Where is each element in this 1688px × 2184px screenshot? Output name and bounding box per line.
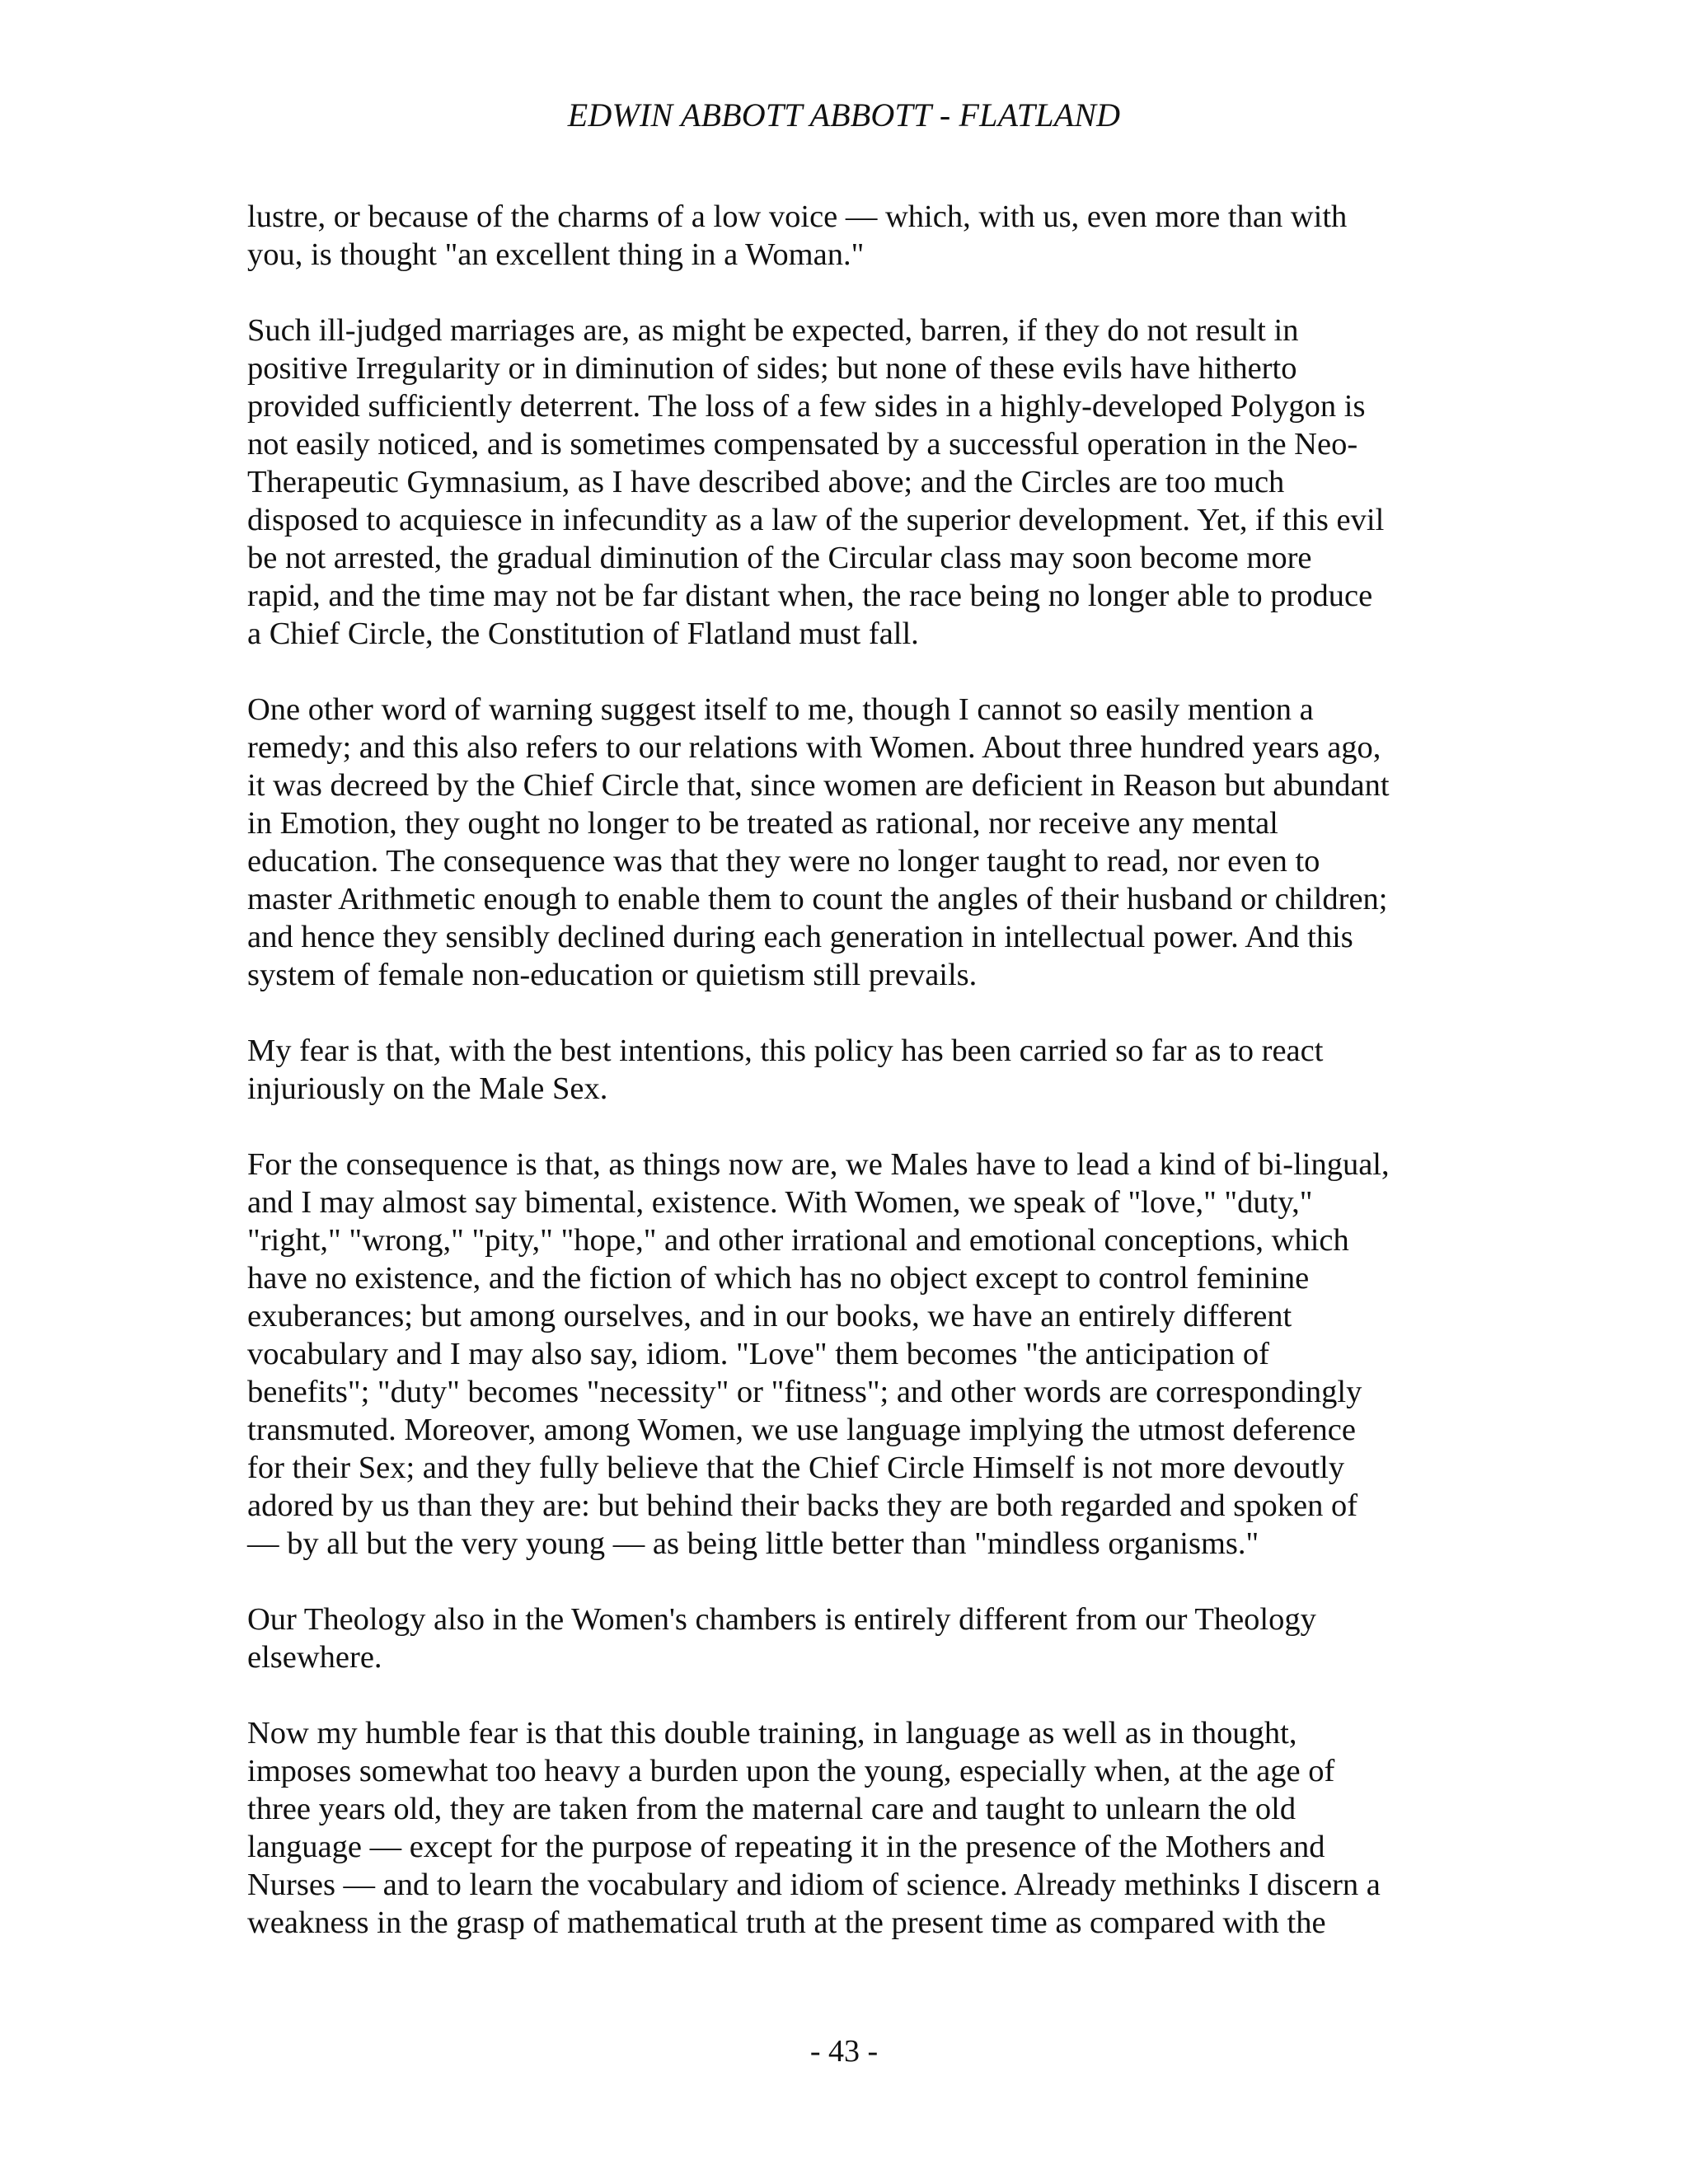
text-line: — by all but the very young — as being little better than "mindless organisms."	[247, 1526, 1259, 1561]
text-line: you, is thought "an excellent thing in a Woman."	[247, 237, 865, 272]
text-line: a Chief Circle, the Constitution of Flatland must fall.	[247, 616, 919, 651]
text-line: have no existence, and the fiction of which has no object except to control feminine	[247, 1261, 1310, 1296]
text-line: One other word of warning suggest itself to me, though I cannot so easily mention a	[247, 692, 1314, 727]
text-line: Now my humble fear is that this double training, in language as well as in thought,	[247, 1716, 1297, 1750]
text-line: weakness in the grasp of mathematical truth at the present time as compared with the	[247, 1905, 1326, 1940]
paragraph	[247, 1601, 1451, 1676]
paragraph	[247, 198, 1451, 274]
text-line: for their Sex; and they fully believe that the Chief Circle Himself is not more devoutly	[247, 1451, 1345, 1485]
text-line: injuriously on the Male Sex.	[247, 1071, 608, 1106]
paragraph	[247, 312, 1451, 653]
text-line: three years old, they are taken from the maternal care and taught to unlearn the old	[247, 1792, 1296, 1826]
text-line: For the consequence is that, as things now are, we Males have to lead a kind of bi-lingual,	[247, 1147, 1390, 1182]
text-line: in Emotion, they ought no longer to be treated as rational, nor receive any mental	[247, 806, 1278, 841]
paragraph	[247, 691, 1451, 994]
text-line: vocabulary and I may also say, idiom. "Love" them becomes "the anticipation of	[247, 1337, 1269, 1371]
text-line: My fear is that, with the best intentions, this policy has been carried so far as to react	[247, 1033, 1324, 1068]
text-line: Such ill-judged marriages are, as might be expected, barren, if they do not result in	[247, 313, 1299, 348]
text-line: education. The consequence was that they were no longer taught to read, nor even to	[247, 844, 1320, 879]
text-line: be not arrested, the gradual diminution of the Circular class may soon become more	[247, 541, 1312, 575]
paragraph	[247, 1714, 1451, 1942]
text-line: it was decreed by the Chief Circle that, since women are deficient in Reason but abundant	[247, 768, 1390, 803]
text-line: imposes somewhat too heavy a burden upon the young, especially when, at the age of	[247, 1754, 1335, 1788]
running-header: EDWIN ABBOTT ABBOTT - FLATLAND	[567, 96, 1121, 134]
text-line: provided sufficiently deterrent. The loss of a few sides in a highly-developed Polygon is	[247, 389, 1366, 424]
text-line: and hence they sensibly declined during each generation in intellectual power. And this	[247, 920, 1353, 954]
text-line: "right," "wrong," "pity," "hope," and other irrational and emotional conceptions, which	[247, 1223, 1349, 1258]
text-line: Therapeutic Gymnasium, as I have described above; and the Circles are too much	[247, 465, 1285, 499]
page-number: - 43 -	[809, 2034, 879, 2069]
paragraph	[247, 1032, 1451, 1108]
text-line: adored by us than they are: but behind their backs they are both regarded and spoken of	[247, 1488, 1358, 1523]
text-line: rapid, and the time may not be far distant when, the race being no longer able to produce	[247, 579, 1373, 613]
paragraph	[247, 1146, 1451, 1563]
text-line: Our Theology also in the Women's chambers is entirely different from our Theology	[247, 1602, 1316, 1637]
text-line: master Arithmetic enough to enable them to count the angles of their husband or children;	[247, 882, 1388, 916]
text-line: Nurses — and to learn the vocabulary and idiom of science. Already methinks I discern a	[247, 1868, 1381, 1902]
text-line: benefits"; "duty" becomes "necessity" or "fitness"; and other words are correspondingly	[247, 1375, 1362, 1409]
text-line: elsewhere.	[247, 1640, 382, 1675]
text-line: disposed to acquiesce in infecundity as a law of the superior development. Yet, if this evil	[247, 503, 1385, 537]
text-line: language — except for the purpose of repeating it in the presence of the Mothers and	[247, 1830, 1325, 1864]
body-text	[247, 198, 1451, 1980]
text-line: lustre, or because of the charms of a low voice — which, with us, even more than with	[247, 199, 1348, 234]
text-line: remedy; and this also refers to our relations with Women. About three hundred years ago,	[247, 730, 1381, 765]
text-line: transmuted. Moreover, among Women, we use language implying the utmost deference	[247, 1413, 1356, 1447]
text-line: not easily noticed, and is sometimes compensated by a successful operation in the Neo-	[247, 427, 1358, 462]
text-line: exuberances; but among ourselves, and in our books, we have an entirely different	[247, 1299, 1292, 1333]
text-line: positive Irregularity or in diminution of sides; but none of these evils have hitherto	[247, 351, 1297, 386]
text-line: system of female non-education or quietism still prevails.	[247, 958, 978, 992]
text-line: and I may almost say bimental, existence. With Women, we speak of "love," "duty,"	[247, 1185, 1313, 1220]
